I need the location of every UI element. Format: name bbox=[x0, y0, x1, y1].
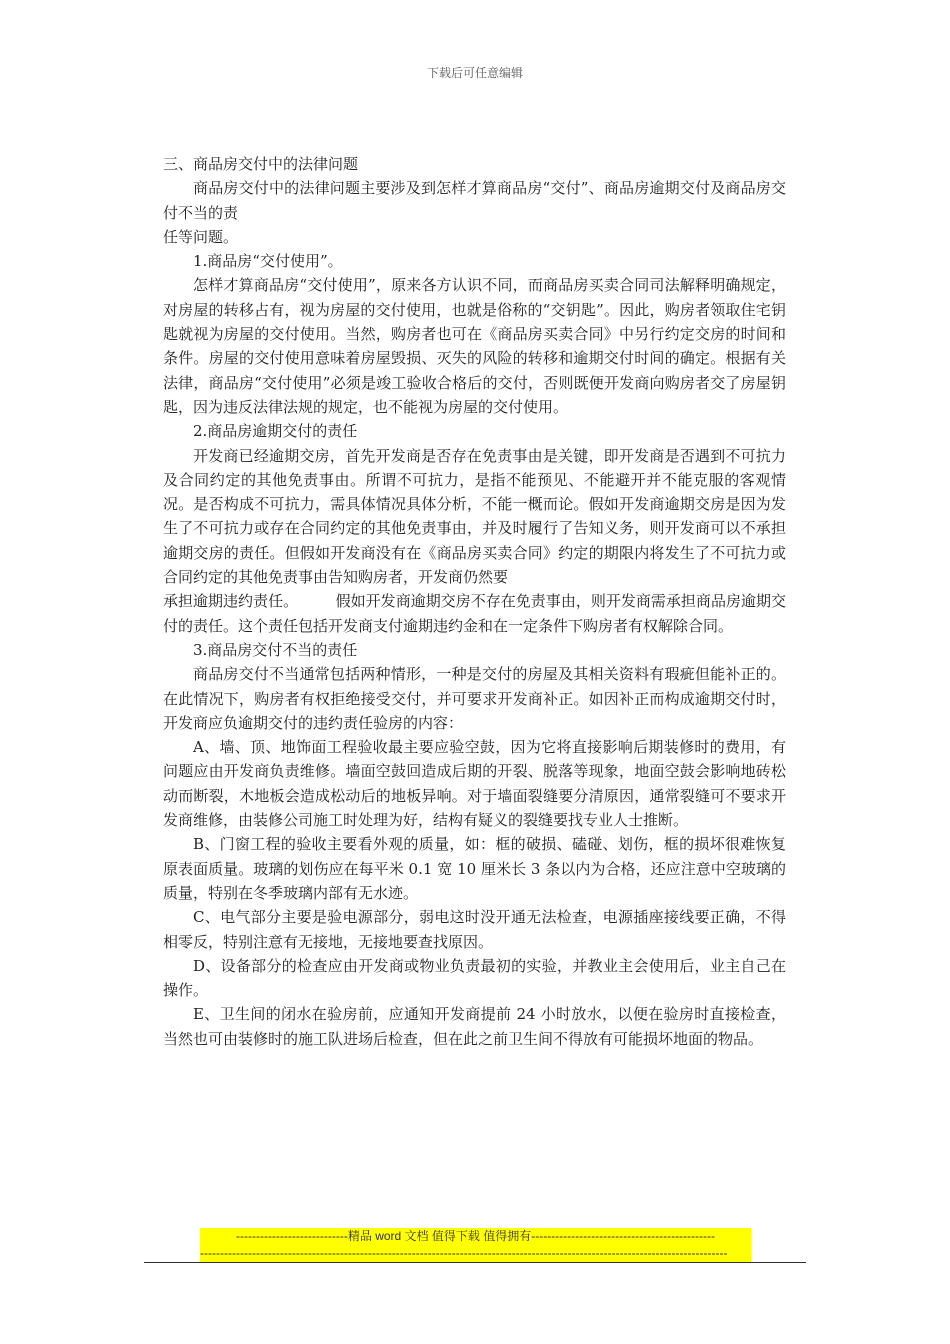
footer-rule bbox=[144, 1262, 806, 1263]
list-item: D、设备部分的检查应由开发商或物业负责最初的实验，并教业主会使用后，业主自己在操作。 bbox=[163, 956, 786, 1000]
paragraph: 商品房交付不当通常包括两种情形，一种是交付的房屋及其相关资料有瑕疵但能补正的。在此情况下，购房者有权拒绝接受交付，并可要求开发商补正。如因补正而构成逾期交付时，开发商应负逾期交付的违约责任验房的内容： bbox=[163, 665, 786, 732]
document-body bbox=[163, 152, 786, 1051]
footer-line-2: ------------------------------------------------------------------------------------------------------------------------------------ bbox=[200, 1246, 728, 1260]
list-item: A、墙、顶、地饰面工程验收最主要应验空鼓，因为它将直接影响后期装修时的费用，有问题应由开发商负责维修。墙面空鼓回造成后期的开裂、脱落等现象，地面空鼓会影响地砖松动而断裂，木地板会造成松动后的地板异响。对于墙面裂缝要分清原因，通常裂缝可不要求开发商维修，由装修公司施工时处理为好，结构有疑义的裂缝要找专业人士推断。 bbox=[163, 738, 786, 830]
page-header: 下载后可任意编辑 bbox=[426, 66, 523, 80]
subheading: 2.商品房逾期交付的责任 bbox=[193, 422, 358, 441]
paragraph: 承担逾期违约责任。 假如开发商逾期交房不存在免责事由，则开发商需承担商品房逾期交付的责任。这个责任包括开发商支付逾期违约金和在一定条件下购房者有权解除合同。 bbox=[163, 592, 786, 635]
list-item: C、电气部分主要是验电源部分，弱电这时没开通无法检查，电源插座接线要正确，不得相零反，特别注意有无接地，无接地要查找原因。 bbox=[163, 908, 786, 951]
paragraph: 商品房交付中的法律问题主要涉及到怎样才算商品房“交付”、商品房逾期交付及商品房交付不当的责 bbox=[163, 179, 786, 222]
paragraph: 怎样才算商品房“交付使用”，原来各方认识不同，而商品房买卖合同司法解释明确规定，对房屋的转移占有，视为房屋的交付使用，也就是俗称的“交钥匙”。因此，购房者领取住宅钥匙就视为房屋的交付使用。当然，购房者也可在《商品房买卖合同》中另行约定交房的时间和条件。房屋的交付使用意味着房屋毁损、灭失的风险的转移和逾期交付时间的确定。根据有关法律，商品房“交付使用”必须是竣工验收合格后的交付，否则既便开发商向购房者交了房屋钥匙，因为违反法律法规的规定，也不能视为房屋的交付使用。 bbox=[163, 276, 786, 416]
paragraph: 任等问题。 bbox=[163, 227, 239, 246]
section-heading: 三、商品房交付中的法律问题 bbox=[163, 155, 359, 173]
paragraph: 开发商已经逾期交房，首先开发商是否存在免责事由是关键，即开发商是否遇到不可抗力及合同约定的其他免责事由。所谓不可抗力，是指不能预见、不能避开并不能克服的客观情况。是否构成不可抗力，需具体情况具体分析，不能一概而论。假如开发商逾期交房是因为发生了不可抗力或存在合同约定的其他免责事由，并及时履行了告知义务，则开发商可以不承担逾期交房的责任。但假如开发商没有在《商品房买卖合同》约定的期限内将发生了不可抗力或合同约定的其他免责事由告知购房者，开发商仍然要 bbox=[163, 446, 786, 587]
footer-line-1: ----------------------------精品 word 文档 值得下载 值得拥有---------------------------------------------- bbox=[235, 1229, 716, 1243]
list-item: E、卫生间的闭水在验房前，应通知开发商提前 24 小时放水，以便在验房时直接检查，当然也可由装修时的施工队进场后检查，但在此之前卫生间不得放有可能损坏地面的物品。 bbox=[163, 1005, 786, 1048]
list-item: B、门窗工程的验收主要看外观的质量，如：框的破损、磕碰、划伤，框的损坏很难恢复原表面质量。玻璃的划伤应在每平米 0.1 宽 10 厘米长 3 条以内为合格，还应注意中空玻璃的质量，特别在冬季玻璃内部有无水迹。 bbox=[163, 835, 786, 902]
footer-banner bbox=[200, 1228, 751, 1262]
subheading: 3.商品房交付不当的责任 bbox=[193, 640, 358, 659]
subheading: 1.商品房“交付使用”。 bbox=[193, 252, 343, 271]
